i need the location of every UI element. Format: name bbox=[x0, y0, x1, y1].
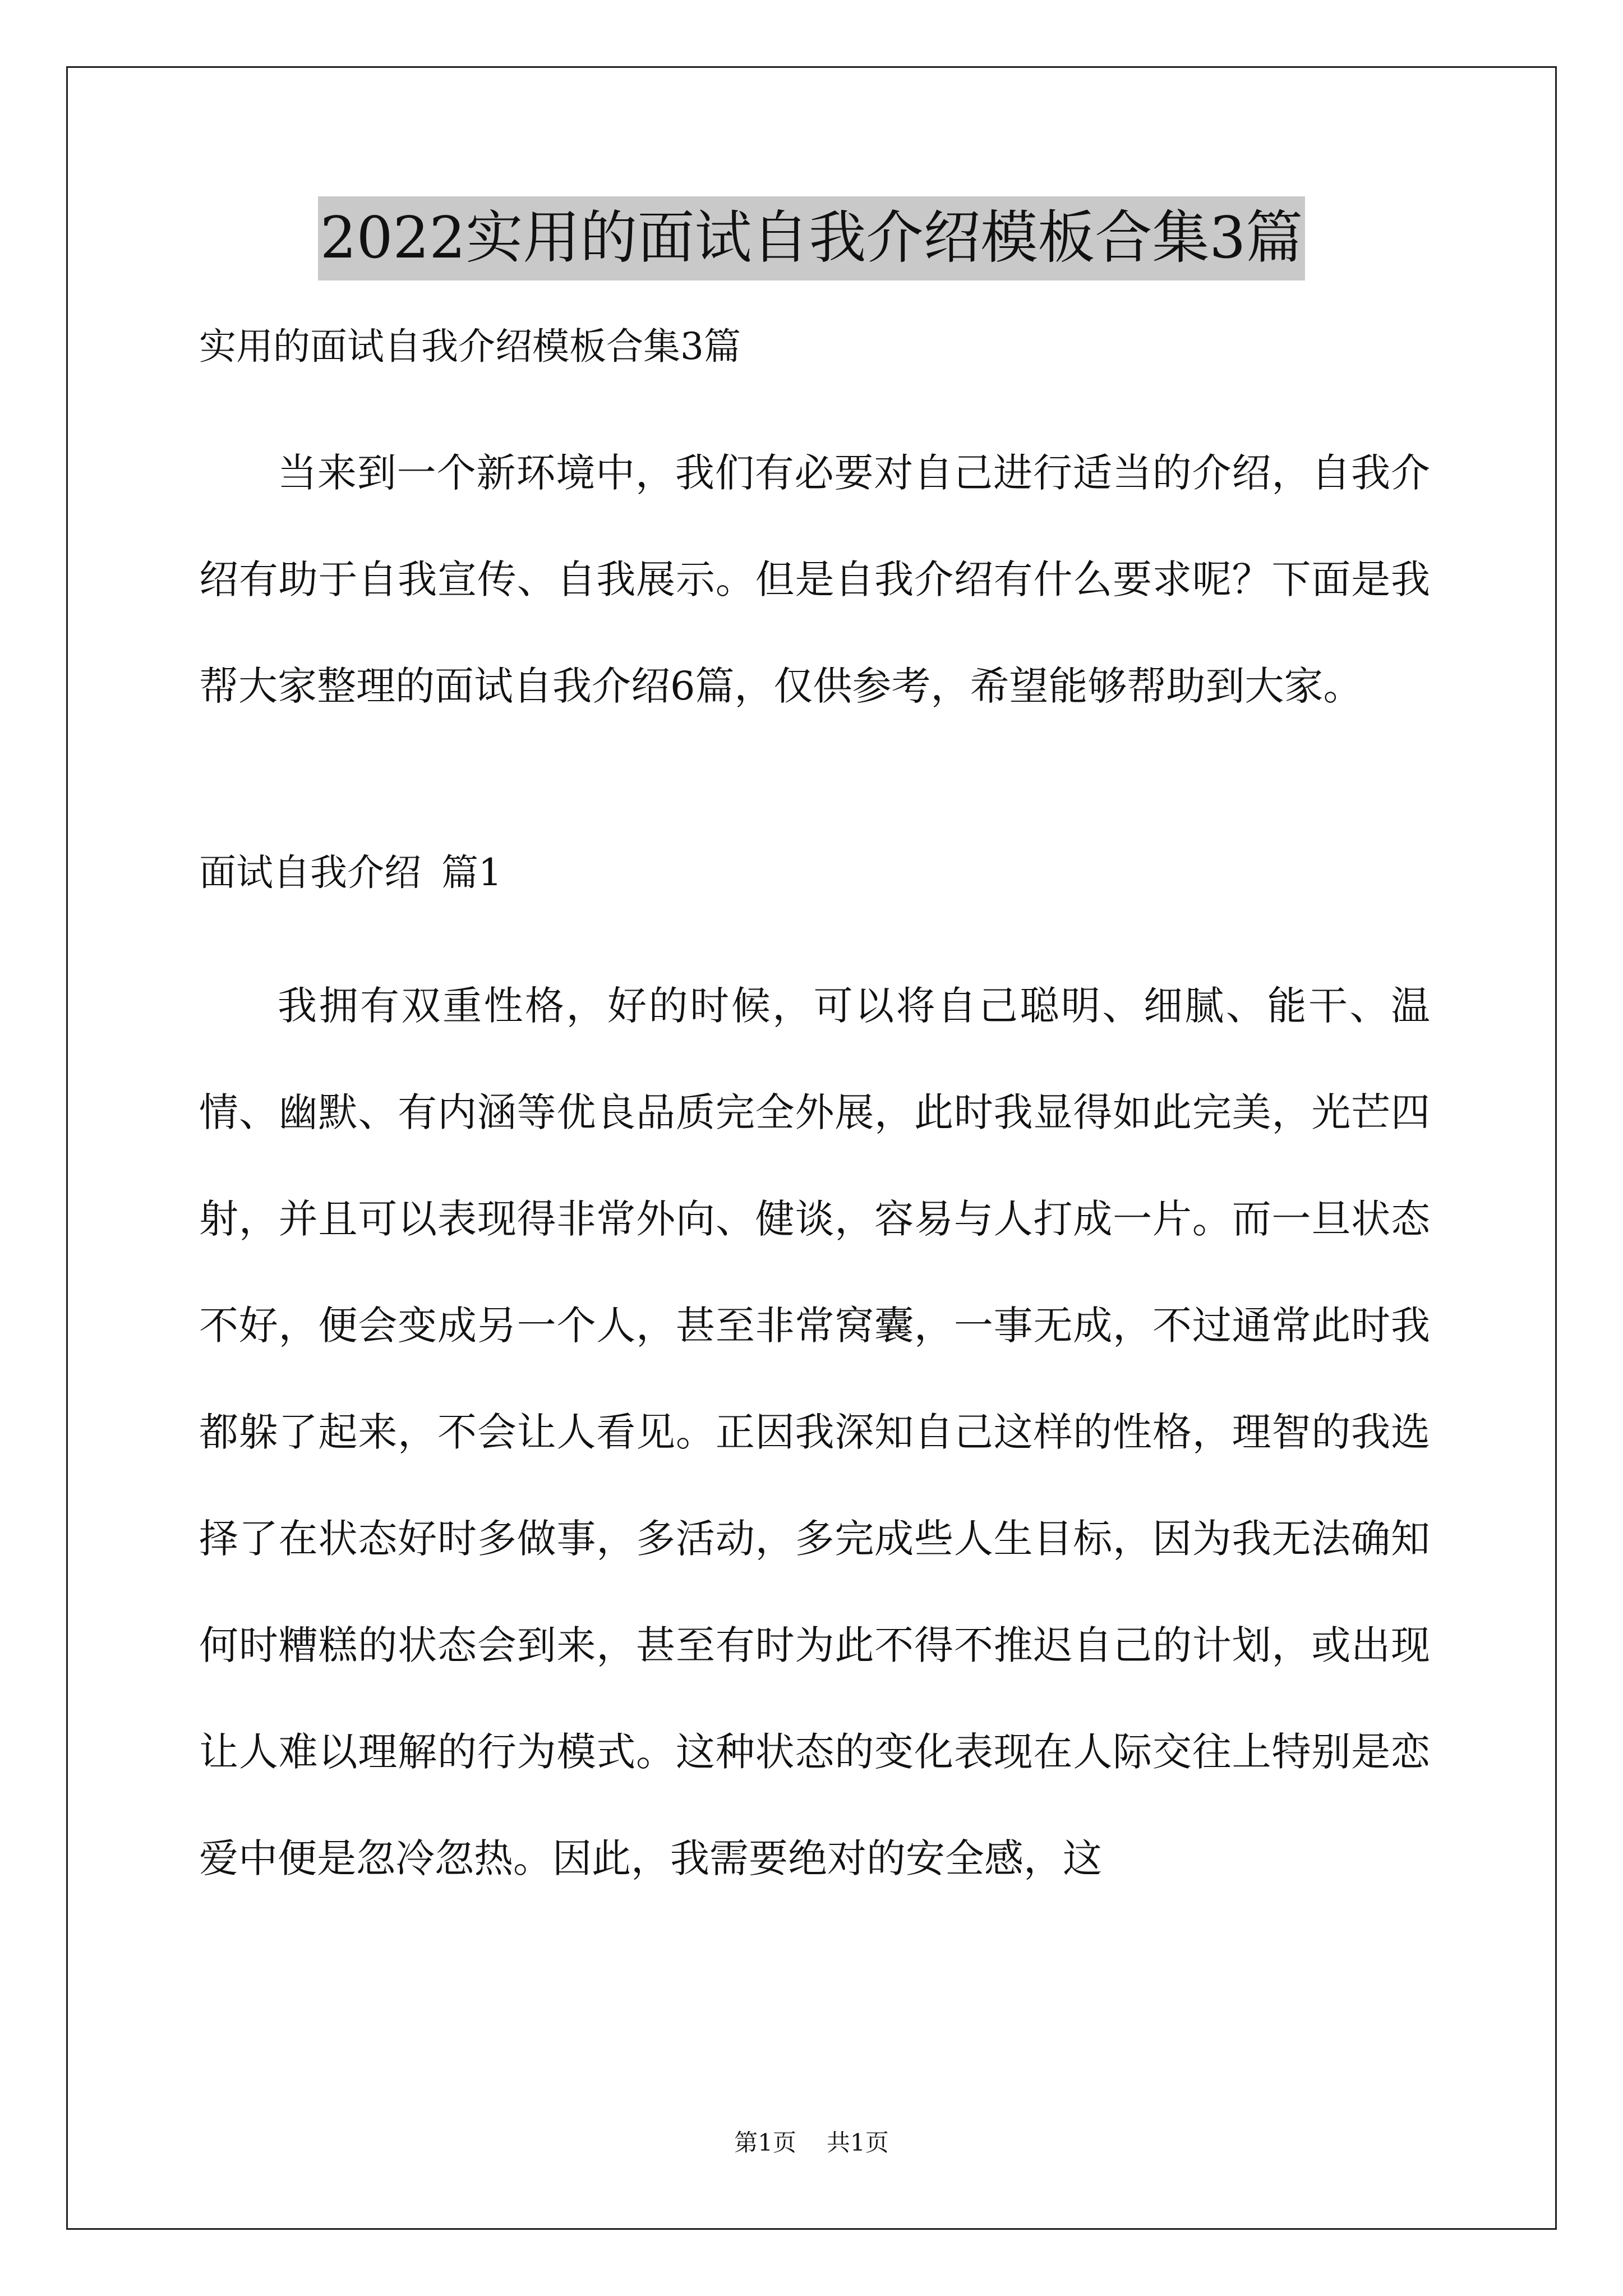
title-container bbox=[0, 196, 1623, 280]
section-heading bbox=[199, 845, 1430, 901]
intro-paragraph: 当来到一个新环境中，我们有必要对自己进行适当的介绍，自我介绍有助于自我宣传、自我展示。但是自我介绍有什么要求呢？下面是我帮大家整理的面试自我介绍6篇，仅供参考，希望能够帮助到大家。 bbox=[199, 450, 1430, 709]
document-body bbox=[199, 303, 1430, 1912]
page-number-label: 第1页 bbox=[734, 2129, 796, 2156]
section-number: 篇1 bbox=[441, 851, 502, 894]
section-paragraph: 我拥有双重性格，好的时候，可以将自己聪明、细腻、能干、温情、幽默、有内涵等优良品质完全外展，此时我显得如此完美，光芒四射，并且可以表现得非常外向、健谈，容易与人打成一片。而一旦状态不好，便会变成另一个人，甚至非常窝囊，一事无成，不过通常此时我都躲了起来，不会让人看见。正因我深知自己这样的性格，理智的我选择了在状态好时多做事，多活动，多完成些人生目标，因为我无法确知何时糟糕的状态会到来，甚至有时为此不得不推迟自己的计划，或出现让人难以理解的行为模式。这种状态的变化表现在人际交往上特别是恋爱中便是忽冷忽热。因此，我需要绝对的安全感，这 bbox=[199, 983, 1430, 1881]
document-subtitle: 实用的面试自我介绍模板合集3篇 bbox=[199, 325, 741, 368]
section-heading-text: 面试自我介绍 bbox=[199, 851, 421, 894]
page-footer bbox=[0, 2126, 1623, 2160]
page-total-label: 共1页 bbox=[827, 2129, 889, 2156]
document-title: 2022实用的面试自我介绍模板合集3篇 bbox=[318, 196, 1305, 280]
